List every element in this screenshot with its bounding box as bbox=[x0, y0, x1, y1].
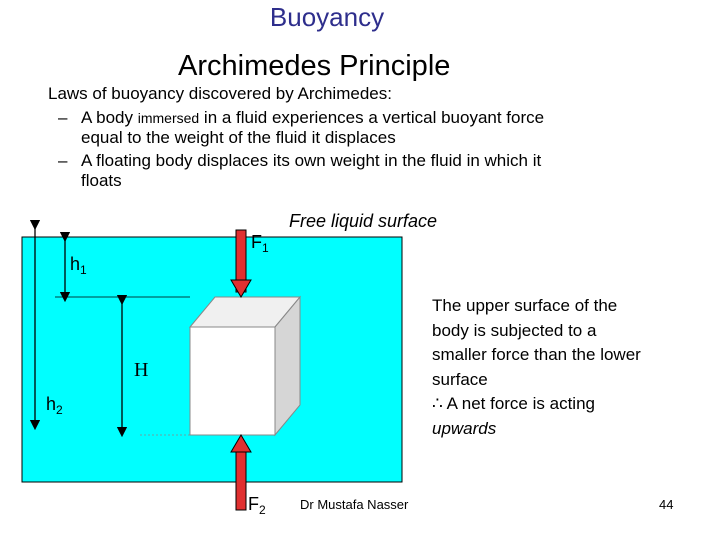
law-text bbox=[81, 151, 541, 191]
law-text bbox=[81, 108, 544, 148]
H-label: H bbox=[134, 359, 149, 381]
law-emphasis: immersed bbox=[137, 110, 200, 126]
h1-label: $h_1$ bbox=[70, 254, 87, 277]
law-text-part: A body bbox=[81, 108, 138, 127]
note-line-emphasis: upwards bbox=[432, 418, 497, 438]
note-line: body is subjected to a bbox=[432, 320, 597, 340]
slide-title: Buoyancy bbox=[269, 2, 385, 32]
submerged-body bbox=[190, 297, 300, 435]
note-line: smaller force than the lower bbox=[432, 345, 641, 365]
explanation-note bbox=[432, 294, 692, 442]
note-line: surface bbox=[432, 369, 488, 389]
law-text-line: equal to the weight of the fluid it displaces bbox=[81, 128, 396, 147]
law-text-part: in a fluid experiences a vertical buoyant force bbox=[199, 108, 545, 127]
slide-subtitle: Archimedes Principle bbox=[178, 50, 451, 82]
therefore-symbol: ∴ bbox=[432, 394, 443, 414]
laws-intro: Laws of buoyancy discovered by Archimedes: bbox=[48, 84, 392, 103]
bullet-dash: – bbox=[58, 108, 68, 127]
footer-author: Dr Mustafa Nasser bbox=[300, 497, 409, 512]
free-surface-label: Free liquid surface bbox=[289, 211, 438, 231]
note-line: The upper surface of the bbox=[432, 296, 618, 315]
law-text-line: floats bbox=[81, 171, 122, 190]
law-text-line: A floating body displaces its own weight in the fluid in which it bbox=[81, 151, 542, 170]
h2-label: $h_2$ bbox=[46, 394, 63, 417]
bullet-dash: – bbox=[58, 151, 68, 170]
note-line: ∴ A net force is acting bbox=[432, 394, 595, 414]
f2-label: $F_2$ bbox=[248, 494, 266, 517]
slide-number: 44 bbox=[659, 497, 674, 512]
box-front-face bbox=[190, 327, 275, 435]
f1-label: $F_1$ bbox=[251, 232, 269, 255]
